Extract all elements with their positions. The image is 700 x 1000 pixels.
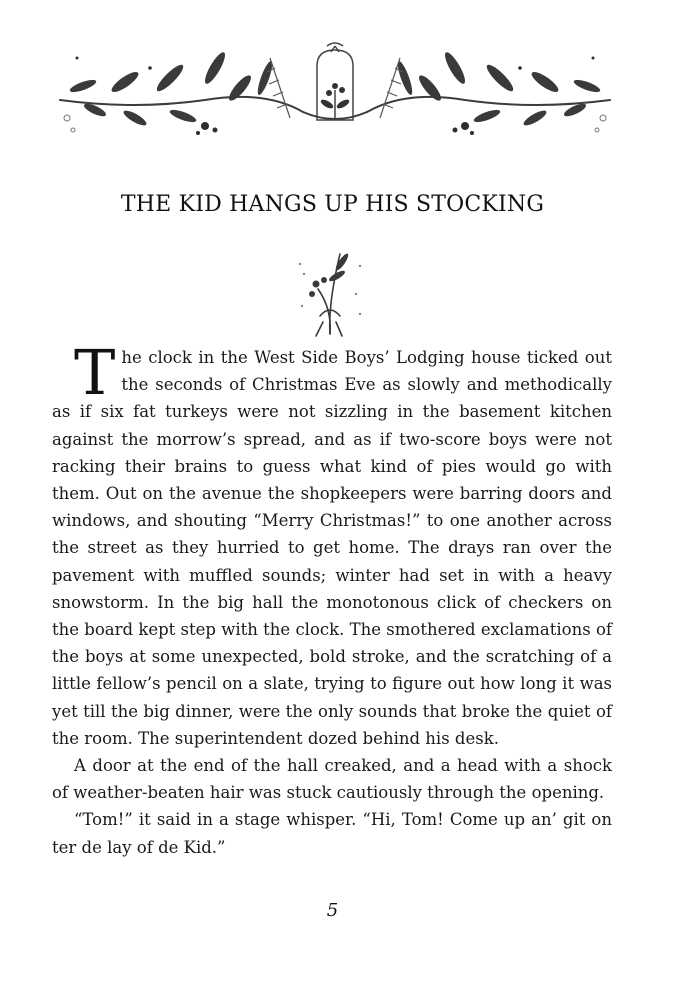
berry-sprig-illustration	[290, 244, 370, 339]
drop-cap: T	[74, 336, 116, 409]
first-paragraph	[52, 336, 612, 752]
paragraph: A door at the end of the hall creaked, and a head with a shock of weather-beaten hair was stuck cautiously through the opening.	[52, 756, 612, 803]
garland-banner-illustration	[55, 38, 615, 138]
chapter-title: THE KID HANGS UP HIS STOCKING	[120, 192, 545, 217]
chapter-body	[52, 336, 612, 861]
page-number: 5	[326, 900, 339, 921]
paragraph: “Tom!” it said in a stage whisper. “Hi, Tom! Come up an’ git on ter de lay of de Kid.”	[52, 810, 612, 857]
first-paragraph-text: he clock in the West Side Boys’ Lodging house ticked out the seconds of Christmas Eve as slowly and methodically as if six fat turkeys were not sizzling in the basement kitchen against the morrow’s spread, and as if two-score boys were not racking their brains to guess what kind of pies would go with them. Out on the avenue the shopkeepers were barring doors and windows, and shouting “Merry Christmas!” to one another across the street as they hurried to get home. The drays ran over the pavement with muffled sounds; winter had set in with a heavy snowstorm. In the big hall the monotonous click of checkers on the board kept step with the clock. The smothered exclamations of the boys at some unexpected, bold stroke, and the scratching of a little fellow’s pencil on a slate, trying to figure out how long it was yet till the big dinner, were the only sounds that broke the quiet of the room. The superintendent dozed behind his desk.	[52, 348, 612, 748]
